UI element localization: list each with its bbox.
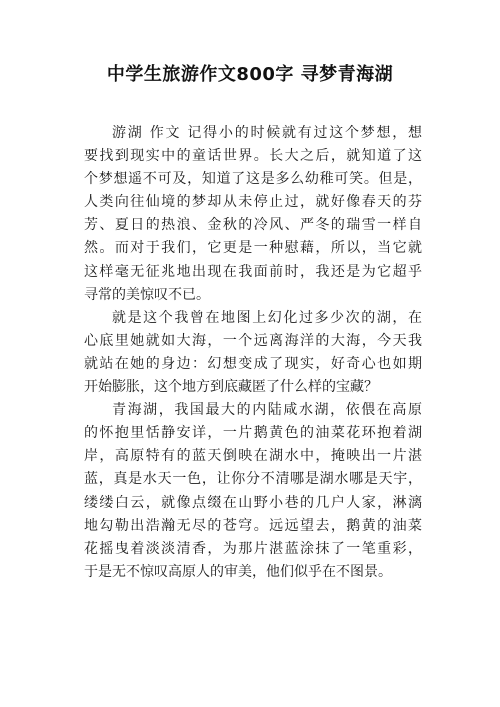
paragraph [84,399,422,584]
text-line: 开始膨胀，这个地方到底藏匿了什么样的宝藏？ [84,379,378,396]
text-line: 于是无不惊叹高原人的审美，他们似乎在不图景。 [84,563,392,580]
text-line: 个梦想遥不可及，知道了这是多么幼稚可笑。但是， [84,171,422,188]
paragraph [84,307,422,399]
text-line: 的怀抱里恬静安详，一片鹅黄色的油菜花环抱着湖 [84,425,422,442]
text-line: 青海湖，我国最大的内陆咸水湖，依偎在高原 [112,402,422,419]
document-title: 中学生旅游作文800字 寻梦青海湖 [106,64,394,85]
text-line: 就站在她的身边：幻想变成了现实，好奇心也如期 [84,355,422,372]
text-line: 寻常的美惊叹不已。 [84,286,210,303]
text-line: 这样毫无征兆地出现在我面前时，我还是为它超乎 [84,263,422,280]
text-line: 要找到现实中的童话世界。长大之后，就知道了这 [84,148,422,165]
text-line: 人类向往仙境的梦却从未停止过，就好像春天的芬 [84,194,422,211]
text-line: 然。而对于我们，它更是一种慰藉，所以，当它就 [84,240,422,257]
text-line: 缕缕白云，就像点缀在山野小巷的几户人家，淋漓 [84,494,422,511]
paragraph [84,122,422,307]
text-line: 心底里她就如大海，一个远离海洋的大海，今天我 [84,332,422,349]
text-line: 芳、夏日的热浪、金秋的冷风、严冬的瑞雪一样自 [84,217,422,234]
document-body [84,122,422,584]
text-line: 地勾勒出浩瀚无尽的苍穹。远远望去，鹅黄的油菜 [84,517,422,534]
text-line: 岸，高原特有的蓝天倒映在湖水中，掩映出一片湛 [84,448,422,465]
text-line: 蓝，真是水天一色，让你分不清哪是湖水哪是天宇， [84,471,422,488]
text-line: 花摇曳着淡淡清香，为那片湛蓝涂抹了一笔重彩， [84,540,422,557]
text-line: 就是这个我曾在地图上幻化过多少次的湖，在 [112,309,422,326]
text-line: 游湖 作文 记得小的时候就有过这个梦想，想 [112,125,422,141]
